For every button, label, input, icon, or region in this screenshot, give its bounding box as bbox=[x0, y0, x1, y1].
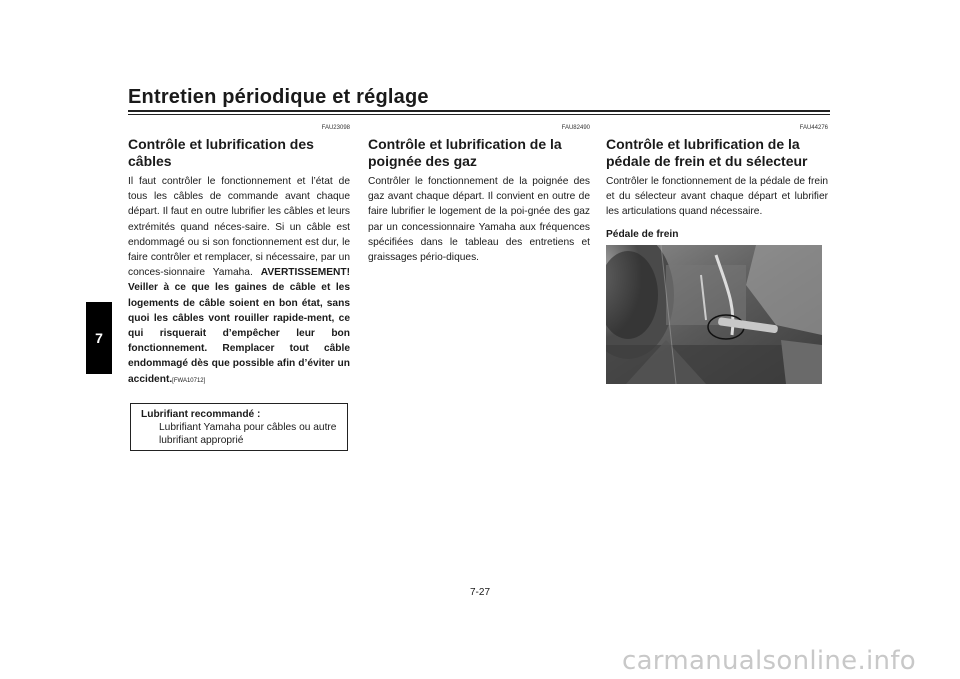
section-code: FAU23098 bbox=[321, 125, 350, 131]
section-body bbox=[128, 174, 350, 389]
section-body: Contrôler le fonctionnement de la poignée des gaz avant chaque départ. Il convient en outre de faire lubrifier le logement de la poi-gnée des gaz par un concessionnaire Yamaha aux fréquences spécifiées dans le tableau des entretiens et graissages pério-diques. bbox=[368, 176, 590, 264]
section-code: FAU82490 bbox=[561, 125, 590, 131]
brake-pedal-subhead: Pédale de frein bbox=[606, 228, 679, 240]
warning-text: AVERTISSEMENT! Veiller à ce que les gaines de câble et les logements de câble soient en bon état, sans quoi les câbles vont rouiller rapide-ment, ce qui risquerait d’empêcher leur bon fonctionnement. Remplacer tout câble endommagé dès que possible afin d’éviter un accident. bbox=[128, 267, 350, 385]
motorcycle-brake-pedal-image bbox=[606, 245, 822, 384]
warning-code: [FWA10712] bbox=[172, 377, 206, 384]
lubricant-title: Lubrifiant recommandé : bbox=[141, 408, 261, 420]
brake-pedal-photo bbox=[606, 245, 822, 384]
header-rule bbox=[128, 110, 830, 112]
page-title: Entretien périodique et réglage bbox=[128, 86, 429, 108]
section-code: FAU44276 bbox=[799, 125, 828, 131]
section-body: Contrôler le fonctionnement de la pédale de frein et du sélecteur avant chaque départ et lubrifier les articulations quand nécessaire. bbox=[606, 176, 828, 218]
section-brake-pedal bbox=[606, 124, 828, 384]
chapter-tab: 7 bbox=[86, 302, 112, 374]
lubricant-text: Lubrifiant Yamaha pour câbles ou autre lubrifiant approprié bbox=[159, 421, 337, 446]
watermark: carmanualsonline.info bbox=[621, 646, 916, 676]
section-title: Contrôle et lubrification de la pédale de frein et du sélecteur bbox=[606, 136, 808, 169]
lubricant-box bbox=[130, 403, 348, 451]
page-number: 7-27 bbox=[469, 587, 490, 598]
section-title: Contrôle et lubrification de la poignée des gaz bbox=[368, 136, 562, 169]
section-title: Contrôle et lubrification des câbles bbox=[128, 136, 314, 169]
header-rule-thin bbox=[128, 114, 830, 115]
section-throttle bbox=[368, 124, 590, 265]
body-text: Il faut contrôler le fonctionnement et l’état de tous les câbles de commande avant chaque départ. Il faut en outre lubrifier les câbles et leurs extrémités quand néces-saire. Si un câble est endommagé ou si son fonctionnement est dur, le faire contrôler et remplacer, si nécessaire, par un conces-sionnaire Yamaha. bbox=[128, 176, 350, 279]
section-cables bbox=[128, 124, 350, 451]
